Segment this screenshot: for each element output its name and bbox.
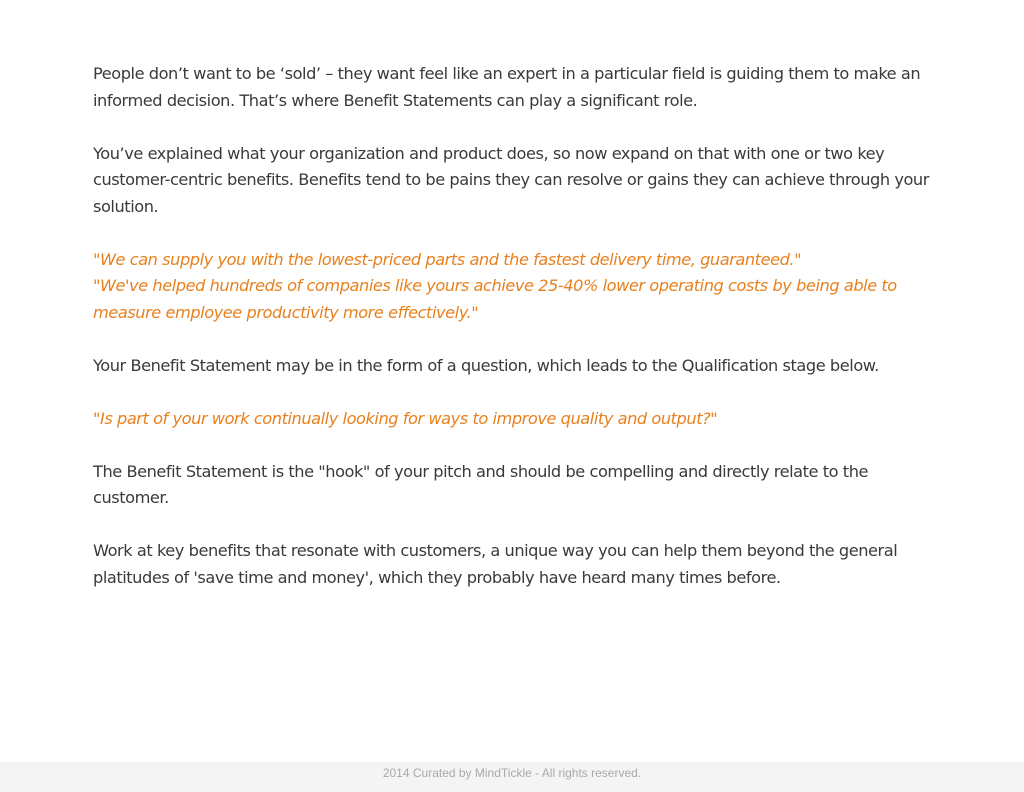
document-body — [93, 61, 931, 618]
footer-copyright: 2014 Curated by MindTickle - All rights reserved. — [382, 766, 642, 780]
paragraph-question-form: Your Benefit Statement may be in the form of a question, which leads to the Qualification stage below. — [93, 355, 879, 375]
quote-block-examples — [93, 247, 931, 327]
footer-bar — [0, 762, 1024, 792]
paragraph-hook: The Benefit Statement is the "hook" of your pitch and should be compelling and directly relate to the customer. — [93, 461, 869, 507]
quote-operating-costs: "We've helped hundreds of companies like yours achieve 25-40% lower operating costs by being able to measure employee productivity more effectively." — [93, 276, 897, 322]
quote-quality-output: "Is part of your work continually looking for ways to improve quality and output?" — [93, 408, 718, 428]
quote-lowest-priced: "We can supply you with the lowest-priced parts and the fastest delivery time, guaranteed." — [93, 249, 802, 269]
paragraph-explained: You’ve explained what your organization and product does, so now expand on that with one or two key customer-centric benefits. Benefits tend to be pains they can resolve or gains they can achieve through your solution. — [93, 143, 929, 216]
paragraph-key-benefits: Work at key benefits that resonate with customers, a unique way you can help them beyond the general platitudes of 'save time and money', which they probably have heard many times before. — [93, 541, 898, 587]
paragraph-intro: People don’t want to be ‘sold’ – they want feel like an expert in a particular field is guiding them to make an informed decision. That’s where Benefit Statements can play a significant role. — [93, 64, 921, 110]
